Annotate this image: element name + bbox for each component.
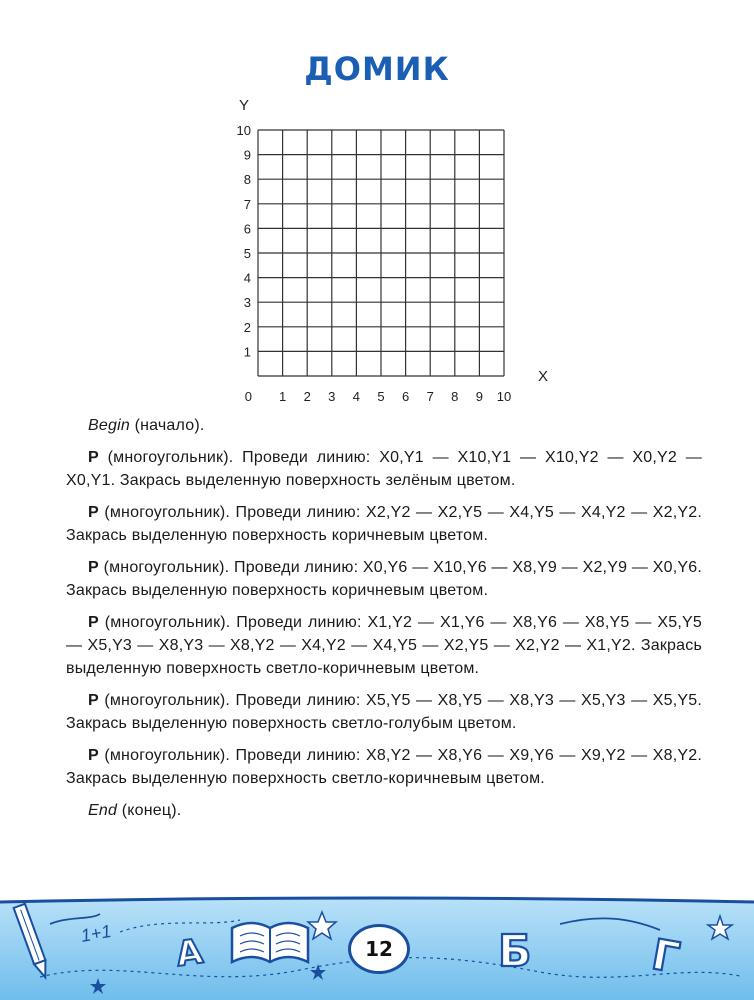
end-keyword: End [88, 802, 118, 819]
x-tick-label: 7 [426, 389, 434, 404]
y-tick-label: 2 [243, 319, 251, 335]
letter-b: Б [498, 926, 532, 977]
step-cmd: P [88, 747, 99, 764]
book-icon [232, 923, 308, 962]
x-axis-label: X [538, 368, 549, 385]
y-tick-label: 7 [243, 196, 251, 212]
step-5 [66, 689, 702, 735]
begin-line [66, 414, 702, 437]
step-text: (многоугольник). Проведи линию: X0,Y6 — X10,Y6 — X8,Y9 — X2,Y9 — X0,Y6. Закрась выделенную поверхность коричневым цветом. [66, 559, 702, 599]
y-tick-labels [237, 123, 251, 359]
x-tick-label: 5 [377, 389, 385, 404]
step-cmd: P [88, 559, 99, 576]
x-tick-label: 10 [496, 389, 512, 404]
x-tick-label: 2 [303, 389, 311, 404]
page-number: 12 [348, 924, 410, 974]
doodle-math: 1+1 [79, 920, 113, 946]
x-tick-label: 8 [451, 389, 459, 404]
begin-text: (начало). [129, 417, 205, 434]
x-tick-label: 9 [475, 389, 484, 404]
instructions [66, 414, 702, 831]
x-tick-label: 0 [244, 389, 252, 404]
step-1 [66, 446, 702, 492]
step-cmd: P [88, 504, 99, 521]
step-cmd: P [88, 614, 99, 631]
step-cmd: P [88, 692, 99, 709]
y-tick-label: 8 [243, 172, 251, 188]
y-tick-label: 3 [243, 295, 251, 311]
step-cmd: P [88, 449, 99, 466]
y-axis-label: Y [239, 97, 250, 114]
x-tick-labels [245, 389, 511, 404]
page-title: ДОМИК [304, 50, 450, 88]
step-text: (многоугольник). Проведи линию: X2,Y2 — X2,Y5 — X4,Y5 — X4,Y2 — X2,Y2. Закрась выделенную поверхность коричневым цветом. [66, 504, 702, 544]
step-text: (многоугольник). Проведи линию: X1,Y2 — X1,Y6 — X8,Y6 — X8,Y5 — X5,Y5 — X5,Y3 — X8,Y3 — X8,Y2 — X4,Y2 — X4,Y5 — X2,Y5 — X2,Y2 — X1,Y2. Закрась выделенную поверхность светло-коричневым цветом. [66, 614, 702, 677]
step-text: (многоугольник). Проведи линию: X5,Y5 — X8,Y5 — X8,Y3 — X5,Y3 — X5,Y5. Закрась выделенную поверхность светло-голубым цветом. [66, 692, 702, 732]
begin-keyword: Begin [88, 417, 130, 434]
y-tick-label: 6 [243, 221, 251, 237]
y-tick-label: 4 [243, 270, 251, 286]
x-tick-label: 3 [328, 389, 336, 404]
letter-g: Г [648, 929, 684, 983]
step-3 [66, 556, 702, 602]
step-6 [66, 744, 702, 790]
step-text: (многоугольник). Проведи линию: X0,Y1 — X10,Y1 — X10,Y2 — X0,Y2 — X0,Y1. Закрась выделенную поверхность зелёным цветом. [66, 449, 702, 489]
end-text: (конец). [117, 802, 182, 819]
y-tick-label: 5 [243, 246, 251, 261]
grid-lines [258, 130, 504, 376]
step-2 [66, 501, 702, 547]
end-line [66, 799, 702, 822]
letter-a: А [173, 931, 206, 975]
y-tick-label: 1 [243, 344, 251, 360]
x-tick-label: 4 [352, 389, 361, 404]
y-tick-label: 10 [236, 123, 251, 138]
coordinate-grid [220, 92, 560, 404]
x-tick-label: 1 [278, 389, 287, 404]
step-4 [66, 611, 702, 680]
y-tick-label: 9 [243, 147, 251, 163]
step-text: (многоугольник). Проведи линию: X8,Y2 — X8,Y6 — X9,Y6 — X9,Y2 — X8,Y2. Закрась выделенную поверхность светло-коричневым цветом. [66, 747, 702, 787]
x-tick-label: 6 [401, 389, 410, 404]
